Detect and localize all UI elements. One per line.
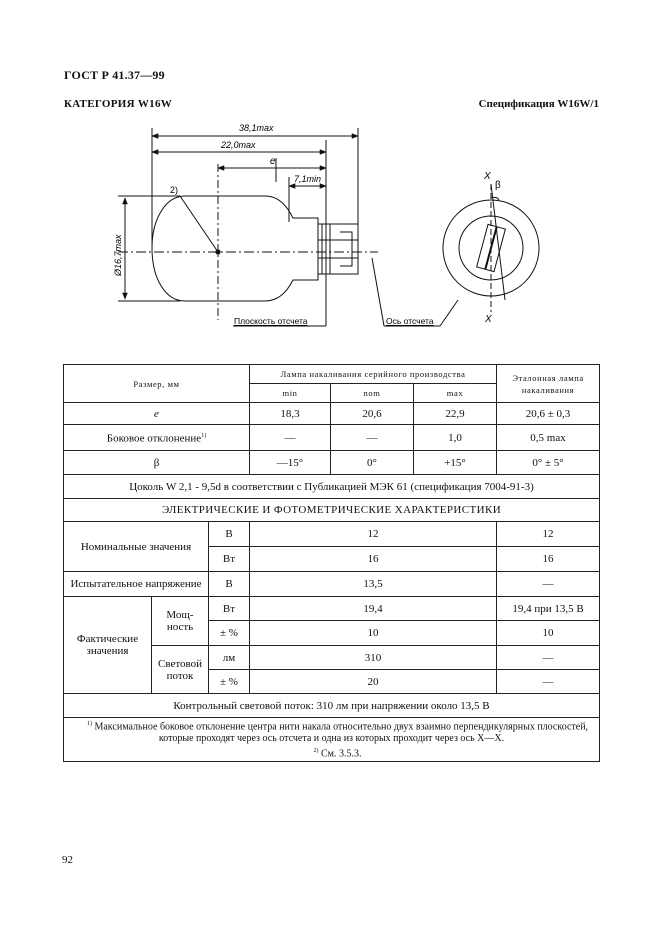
bulb-outline bbox=[152, 196, 318, 301]
table-row: e 18,3 20,6 22,9 20,6 ± 0,3 bbox=[64, 403, 600, 425]
table-row: Боковое отклонение$^{1)}$ — — 1,0 0,5 max bbox=[64, 425, 600, 451]
col-min-header: min bbox=[250, 384, 331, 403]
standard-title: ГОСТ Р 41.37—99 bbox=[64, 68, 165, 82]
col-size-header: Размер, мм bbox=[64, 365, 250, 403]
page-number: 92 bbox=[62, 854, 73, 866]
cap-line: Цоколь W 2,1 - 9,5d в соответствии с Публикацией МЭК 61 (спецификация 7004-91-3) bbox=[64, 475, 600, 499]
specification-title: Спецификация W16W/1 bbox=[478, 98, 599, 110]
callout-label: 2) bbox=[170, 185, 179, 195]
x-top-label: X bbox=[484, 171, 491, 182]
nominal-label: Номинальные значения bbox=[64, 522, 209, 572]
dim-base-label: 7,1min bbox=[294, 174, 322, 184]
test-voltage-label: Испытательное напряжение bbox=[64, 572, 209, 597]
dim-diameter-label: Ø16,7max bbox=[113, 234, 123, 276]
col-reference-header: Эталонная лампа накаливания bbox=[497, 365, 600, 403]
plane-label: Плоскость отсчета bbox=[234, 316, 308, 326]
dim-overall-label: 38,1max bbox=[239, 123, 274, 133]
spec-table: Размер, мм Лампа накаливания серийного производства Эталонная лампа накаливания min nom max e 18,3 20,6 22,9 20,6 ± 0,3 Боковое отклонение$^{1)}$ — — 1,0 0,5 max β —15° 0° +15° 0° ± 5° Цоколь W 2,1 - 9,5d в соответствии с Публикацией МЭК 61 (спецификация 7004-91-3) ЭЛЕКТРИЧЕСКИЕ И ФОТОМЕТРИЧЕСКИЕ ХАРАКТЕРИСТИКИ Номинальные значения В 12 12 Вт 16 16 Испытательное напряжение В 13,5 — Фактические значения Мощ-ность Вт 19,4 19,4 при 13,5 В ± % 10 10 Световой поток лм 310 — ± % 20 — Контрольный световой поток: 310 лм при напряжении около 13,5 В $^{1)}$ Максимальное боковое отклонение центра нити накала относительно двух взаимно перпендикулярных плоскостей, которые проходят через ось отсчета и одна из которых проходит через ось X—X. $^{2)}$ См. 3.5.3. bbox=[63, 364, 600, 762]
category-title: КАТЕГОРИЯ W16W bbox=[64, 98, 173, 110]
control-flux-line: Контрольный световой поток: 310 лм при напряжении около 13,5 В bbox=[64, 694, 600, 718]
footnotes: $^{1)}$ Максимальное боковое отклонение центра нити накала относительно двух взаимно перпендикулярных плоскостей, которые проходят через ось отсчета и одна из которых проходит через ось X—X. $^{2)}$ См. 3.5.3. bbox=[64, 718, 600, 762]
col-nom-header: nom bbox=[331, 384, 414, 403]
section-title: ЭЛЕКТРИЧЕСКИЕ И ФОТОМЕТРИЧЕСКИЕ ХАРАКТЕРИСТИКИ bbox=[64, 499, 600, 522]
col-serial-header: Лампа накаливания серийного производства bbox=[250, 365, 497, 384]
axis-label: Ось отсчета bbox=[386, 316, 434, 326]
table-row: β —15° 0° +15° 0° ± 5° bbox=[64, 451, 600, 475]
beta-label: β bbox=[495, 180, 501, 191]
x-bottom-label: X bbox=[485, 314, 492, 325]
col-max-header: max bbox=[414, 384, 497, 403]
actual-values-label: Фактические значения bbox=[64, 597, 152, 694]
lamp-drawing bbox=[0, 0, 661, 360]
dim-body-label: 22,0max bbox=[221, 140, 256, 150]
dim-e-label: e bbox=[270, 156, 276, 167]
